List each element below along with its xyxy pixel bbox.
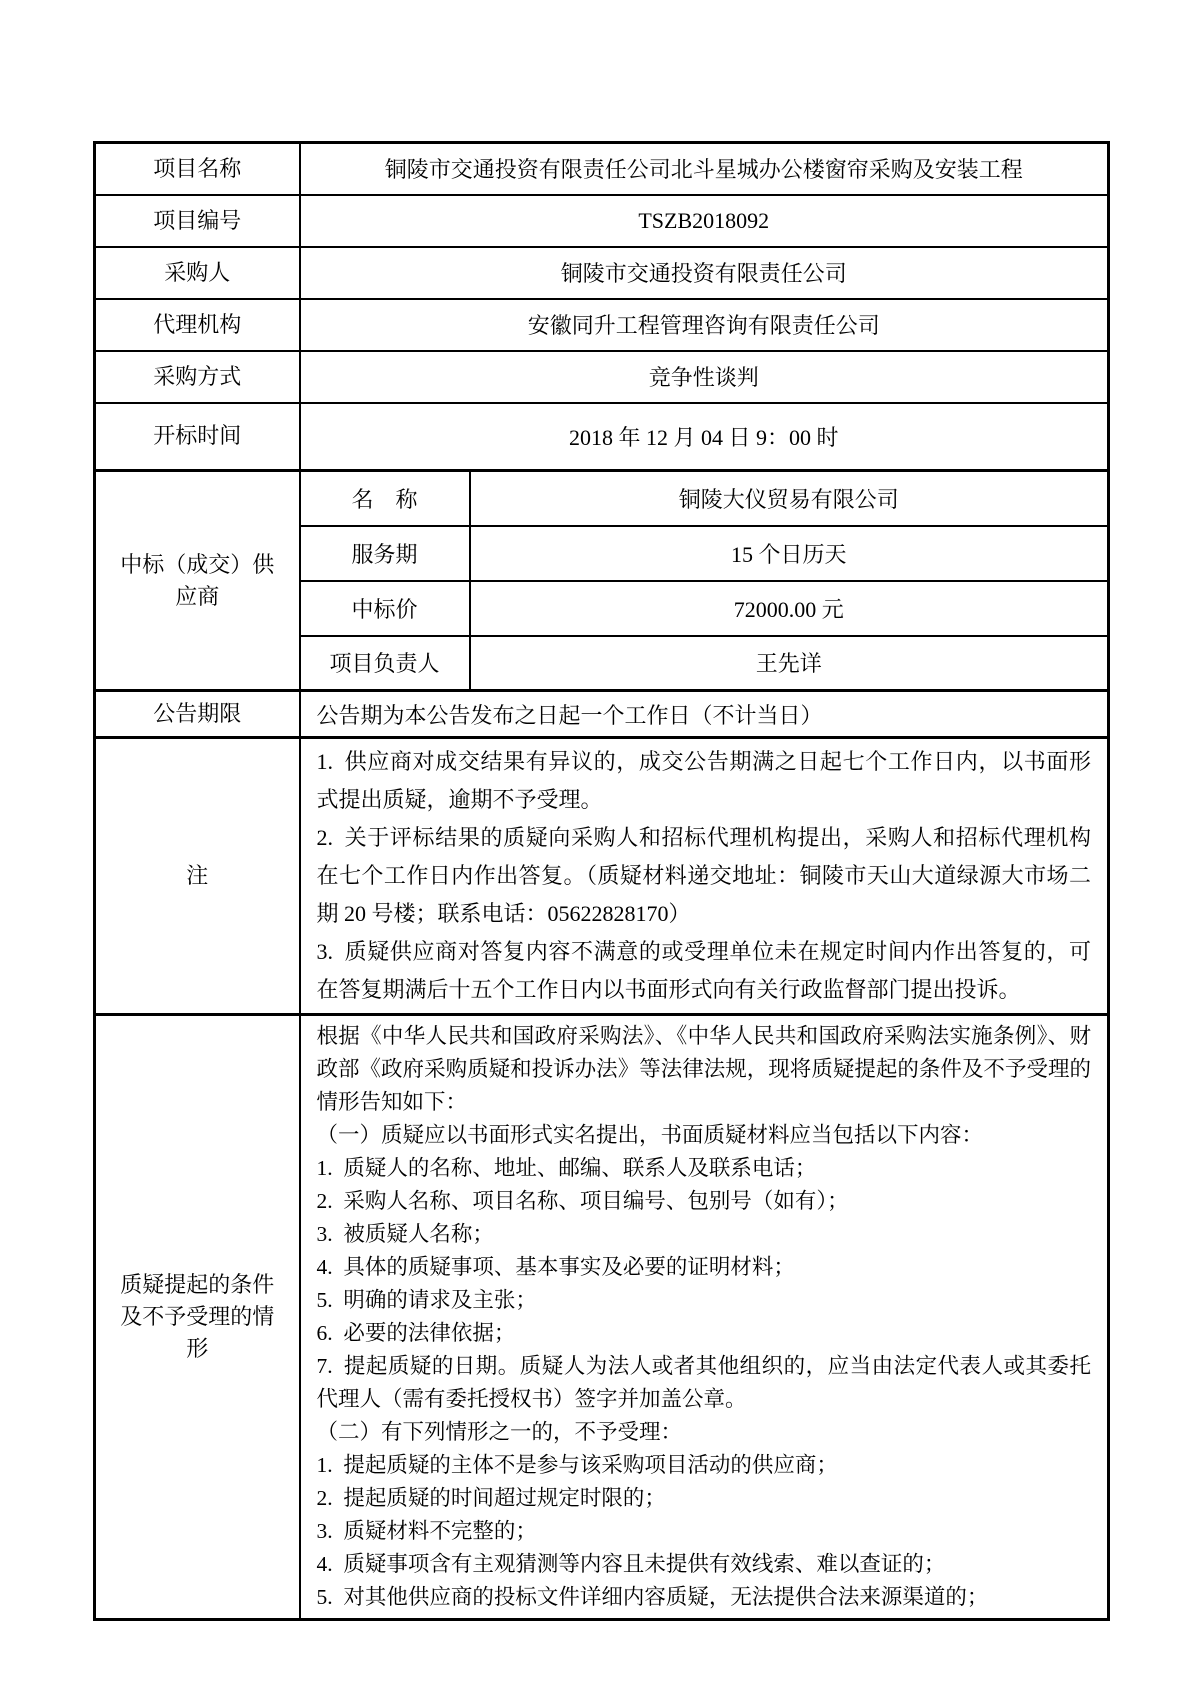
conditions-paragraph: 7. 提起质疑的日期。质疑人为法人或者其他组织的，应当由法定代表人或其委托代理人（需有委托授权书）签字并加盖公章。: [316, 1354, 1091, 1411]
procurement-result-table: [93, 141, 1110, 1621]
purchaser-label: 采购人: [95, 247, 300, 299]
row-announcement-period: [95, 691, 1109, 738]
query-conditions-content: [300, 1015, 1109, 1620]
purchaser-value: 铜陵市交通投资有限责任公司: [300, 247, 1109, 299]
project-number-label: 项目编号: [95, 195, 300, 247]
row-purchaser: [95, 247, 1109, 299]
conditions-paragraph: 5. 对其他供应商的投标文件详细内容质疑，无法提供合法来源渠道的；: [316, 1585, 989, 1609]
conditions-paragraph: 2. 提起质疑的时间超过规定时限的；: [316, 1486, 666, 1510]
agency-value: 安徽同升工程管理咨询有限责任公司: [300, 299, 1109, 351]
announcement-period-label: 公告期限: [95, 691, 300, 738]
bid-opening-time-value: 2018 年 12 月 04 日 9：00 时: [300, 403, 1109, 471]
supplier-name-value: 铜陵大仪贸易有限公司: [470, 471, 1109, 526]
conditions-paragraph: 5. 明确的请求及主张；: [316, 1288, 537, 1312]
conditions-paragraph: 2. 采购人名称、项目名称、项目编号、包别号（如有）；: [316, 1189, 849, 1213]
row-project-name: [95, 143, 1109, 195]
note-label: 注: [95, 738, 300, 1015]
row-project-number: [95, 195, 1109, 247]
project-manager-label: 项目负责人: [300, 636, 470, 691]
row-bid-opening-time: [95, 403, 1109, 471]
winning-supplier-label: 中标（成交）供应商: [95, 471, 300, 691]
note-content: [300, 738, 1109, 1015]
row-note: [95, 738, 1109, 1015]
note-item: 3. 质疑供应商对答复内容不满意的或受理单位未在规定时间内作出答复的，可在答复期满后十五个工作日内以书面形式向有关行政监督部门提出投诉。: [316, 939, 1091, 1002]
conditions-paragraph: 3. 质疑材料不完整的；: [316, 1519, 537, 1543]
project-name-value: 铜陵市交通投资有限责任公司北斗星城办公楼窗帘采购及安装工程: [300, 143, 1109, 195]
project-number-value: TSZB2018092: [300, 195, 1109, 247]
conditions-paragraph: 3. 被质疑人名称；: [316, 1222, 494, 1246]
supplier-name-label: 名 称: [300, 471, 470, 526]
conditions-paragraph: 4. 具体的质疑事项、基本事实及必要的证明材料；: [316, 1255, 795, 1279]
note-item: 2. 关于评标结果的质疑向采购人和招标代理机构提出，采购人和招标代理机构在七个工作日内作出答复。（质疑材料递交地址：铜陵市天山大道绿源大市场二期 20 号楼；联系电话：05622828170）: [316, 825, 1091, 926]
row-supplier-name: [95, 471, 1109, 526]
project-manager-value: 王先详: [470, 636, 1109, 691]
conditions-paragraph: 6. 必要的法律依据；: [316, 1321, 516, 1345]
agency-label: 代理机构: [95, 299, 300, 351]
announcement-period-value: 公告期为本公告发布之日起一个工作日（不计当日）: [300, 691, 1109, 738]
row-procurement-method: [95, 351, 1109, 403]
winning-price-value: 72000.00 元: [470, 581, 1109, 636]
project-name-label: 项目名称: [95, 143, 300, 195]
note-item: 1. 供应商对成交结果有异议的，成交公告期满之日起七个工作日内，以书面形式提出质疑，逾期不予受理。: [316, 749, 1091, 812]
winning-price-label: 中标价: [300, 581, 470, 636]
query-conditions-label: 质疑提起的条件及不予受理的情形: [95, 1015, 300, 1620]
service-period-value: 15 个日历天: [470, 526, 1109, 581]
conditions-paragraph: 1. 质疑人的名称、地址、邮编、联系人及联系电话；: [316, 1156, 817, 1180]
bid-opening-time-label: 开标时间: [95, 403, 300, 471]
conditions-paragraph: 4. 质疑事项含有主观猜测等内容且未提供有效线索、难以查证的；: [316, 1552, 946, 1576]
conditions-paragraph: 根据《中华人民共和国政府采购法》、《中华人民共和国政府采购法实施条例》、财政部《政府采购质疑和投诉办法》等法律法规，现将质疑提起的条件及不予受理的情形告知如下：: [316, 1024, 1091, 1114]
conditions-paragraph: 1. 提起质疑的主体不是参与该采购项目活动的供应商；: [316, 1453, 838, 1477]
procurement-method-label: 采购方式: [95, 351, 300, 403]
conditions-paragraph: （二）有下列情形之一的，不予受理：: [316, 1420, 683, 1444]
row-query-conditions: [95, 1015, 1109, 1620]
procurement-method-value: 竞争性谈判: [300, 351, 1109, 403]
row-agency: [95, 299, 1109, 351]
conditions-paragraph: （一）质疑应以书面形式实名提出，书面质疑材料应当包括以下内容：: [316, 1123, 984, 1147]
service-period-label: 服务期: [300, 526, 470, 581]
